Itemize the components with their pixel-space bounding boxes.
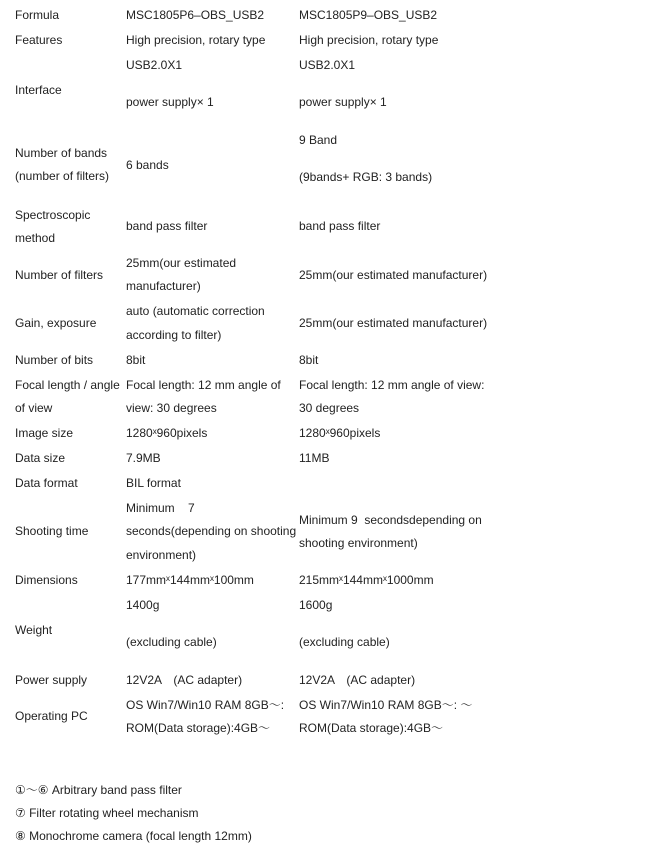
p6-pc-line2: ROM(Data storage):4GB〜 bbox=[126, 721, 271, 735]
label-focal-line2: of view bbox=[15, 401, 53, 415]
label-bits: Number of bits bbox=[15, 353, 94, 367]
p6-dimensions: 177mmˣ144mmˣ100mm bbox=[126, 573, 254, 587]
label-shooting: Shooting time bbox=[15, 524, 89, 538]
p9-features: High precision, rotary type bbox=[299, 33, 439, 47]
p6-features: High precision, rotary type bbox=[126, 33, 266, 47]
p6-gain-line2: according to filter) bbox=[126, 328, 222, 342]
p6-spectroscopic: band pass filter bbox=[126, 219, 208, 233]
p6-focal-line1: Focal length: 12 mm angle of bbox=[126, 378, 281, 392]
p6-filters-line1: 25mm(our estimated bbox=[126, 256, 237, 270]
label-spectroscopic-line1: Spectroscopic bbox=[15, 208, 91, 222]
label-features: Features bbox=[15, 33, 63, 47]
p9-weight-line2: (excluding cable) bbox=[299, 635, 390, 649]
p6-formula: MSC1805P6–OBS_USB2 bbox=[126, 8, 265, 22]
p6-data-format: BIL format bbox=[126, 476, 181, 490]
label-focal-line1: Focal length / angle bbox=[15, 378, 120, 392]
p6-interface-power: power supply× 1 bbox=[126, 95, 214, 109]
label-gain: Gain, exposure bbox=[15, 316, 97, 330]
label-interface: Interface bbox=[15, 83, 62, 97]
p9-pc-line1: OS Win7/Win10 RAM 8GB〜: 〜 bbox=[299, 698, 473, 712]
p9-gain: 25mm(our estimated manufacturer) bbox=[299, 316, 488, 330]
p9-interface-usb: USB2.0X1 bbox=[299, 58, 356, 72]
p9-shooting-line1: Minimum 9 secondsdepending on bbox=[299, 513, 482, 527]
p6-power: 12V2A (AC adapter) bbox=[126, 673, 243, 687]
p6-interface-usb: USB2.0X1 bbox=[126, 58, 183, 72]
note-filter-wheel: ⑦ Filter rotating wheel mechanism bbox=[15, 806, 199, 820]
label-bands-line1: Number of bands bbox=[15, 146, 108, 160]
p9-image-size: 1280ˣ960pixels bbox=[299, 426, 381, 440]
p6-bands: 6 bands bbox=[126, 158, 169, 172]
p6-bits: 8bit bbox=[126, 353, 146, 367]
label-data-size: Data size bbox=[15, 451, 66, 465]
label-spectroscopic-line2: method bbox=[15, 231, 56, 245]
p6-gain-line1: auto (automatic correction bbox=[126, 304, 265, 318]
p6-shooting-line2: seconds(depending on shooting bbox=[126, 524, 297, 538]
label-data-format: Data format bbox=[15, 476, 78, 490]
p6-weight-line1: 1400g bbox=[126, 598, 160, 612]
p9-focal-line1: Focal length: 12 mm angle of view: bbox=[299, 378, 485, 392]
p9-bits: 8bit bbox=[299, 353, 319, 367]
p9-power: 12V2A (AC adapter) bbox=[299, 673, 416, 687]
p9-data-size: 11MB bbox=[299, 451, 330, 465]
p6-image-size: 1280ˣ960pixels bbox=[126, 426, 208, 440]
label-formula: Formula bbox=[15, 8, 60, 22]
label-bands-line2: (number of filters) bbox=[15, 169, 110, 183]
p6-shooting-line3: environment) bbox=[126, 548, 197, 562]
label-weight: Weight bbox=[15, 623, 53, 637]
p9-pc-line2: ROM(Data storage):4GB〜 bbox=[299, 721, 444, 735]
p6-pc-line1: OS Win7/Win10 RAM 8GB〜: bbox=[126, 698, 285, 712]
label-pc: Operating PC bbox=[15, 709, 88, 723]
p6-focal-line2: view: 30 degrees bbox=[126, 401, 217, 415]
p9-focal-line2: 30 degrees bbox=[299, 401, 360, 415]
p9-interface-power: power supply× 1 bbox=[299, 95, 387, 109]
p9-dimensions: 215mmˣ144mmˣ1000mm bbox=[299, 573, 434, 587]
label-dimensions: Dimensions bbox=[15, 573, 78, 587]
p9-bands-line2: (9bands+ RGB: 3 bands) bbox=[299, 170, 433, 184]
p9-bands-line1: 9 Band bbox=[299, 133, 338, 147]
p9-weight-line1: 1600g bbox=[299, 598, 333, 612]
p9-formula: MSC1805P9–OBS_USB2 bbox=[299, 8, 438, 22]
p6-data-size: 7.9MB bbox=[126, 451, 161, 465]
p6-filters-line2: manufacturer) bbox=[126, 279, 201, 293]
label-power: Power supply bbox=[15, 673, 88, 687]
p6-shooting-line1: Minimum 7 bbox=[126, 501, 195, 515]
label-filters: Number of filters bbox=[15, 268, 104, 282]
p9-shooting-line2: shooting environment) bbox=[299, 536, 418, 550]
label-image-size: Image size bbox=[15, 426, 74, 440]
p9-filters: 25mm(our estimated manufacturer) bbox=[299, 268, 488, 282]
p6-weight-line2: (excluding cable) bbox=[126, 635, 217, 649]
p9-spectroscopic: band pass filter bbox=[299, 219, 381, 233]
note-camera: ⑧ Monochrome camera (focal length 12mm) bbox=[15, 829, 252, 843]
note-band-pass: ①〜⑥ Arbitrary band pass filter bbox=[15, 783, 182, 797]
